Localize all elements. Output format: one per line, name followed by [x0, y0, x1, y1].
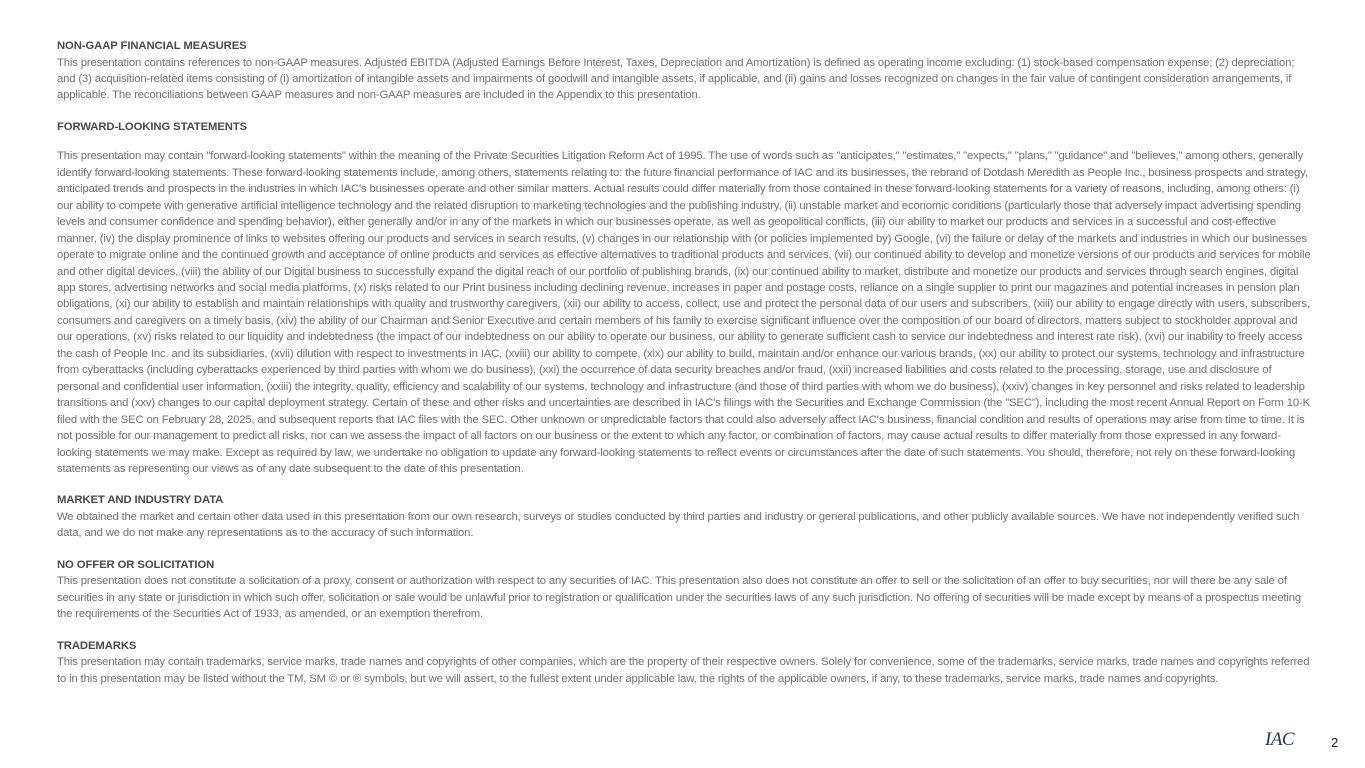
section-heading: NO OFFER OR SOLICITATION	[57, 558, 215, 571]
section-heading: FORWARD-LOOKING STATEMENTS	[57, 120, 248, 133]
section-heading: NON-GAAP FINANCIAL MEASURES	[57, 40, 247, 52]
no-offer-section	[57, 557, 1313, 623]
trademarks-section	[57, 638, 1313, 687]
section-paragraph: This presentation does not constitute a solicitation of a proxy, consent or authorization with respect to any securities of IAC. This presentation also does not constitute an offer to sell or the solicitation of an offer to buy securities, nor will there be any sale of securities in any state or jurisdiction in which such offer, solicitation or sale would be unlawful prior to registration or qualification under the securities laws of any such jurisdiction. No offering of securities will be made except by means of a prospectus meeting the requirements of the Securities Act of 1933, as amended, or an exemption therefrom.	[57, 575, 1301, 621]
section-paragraph: This presentation may contain trademarks, service marks, trade names and copyrights of other companies, which are the property of their respective owners. Solely for convenience, some of the trademarks, service marks, trade names and copyrights referred to in this presentation may be listed without the TM, SM © or ® symbols, but we will assert, to the fullest extent under applicable law, the rights of the applicable owners, if any, to these trademarks, service marks, trade names and copyrights.	[57, 656, 1310, 685]
logo-text: IAC	[1265, 729, 1295, 750]
disclaimer-content	[57, 38, 1313, 702]
non-gaap-section	[57, 38, 1313, 104]
iac-logo	[1265, 729, 1294, 751]
section-paragraph: We obtained the market and certain other data used in this presentation from our own research, surveys or studies conducted by third parties and industry or general publications, and other publicly available sources. We have not independently verified such data, and we do not make any representations as to the accuracy of such information.	[57, 510, 1300, 540]
market-data-section	[57, 492, 1313, 541]
section-heading: MARKET AND INDUSTRY DATA	[57, 494, 224, 507]
section-heading: TRADEMARKS	[57, 639, 137, 652]
forward-looking-section	[57, 119, 1313, 478]
page-number: 2	[1331, 735, 1339, 750]
section-paragraph: This presentation may contain "forward-looking statements" within the meaning of the Private Securities Litigation Reform Act of 1995. The use of words such as "anticipates," "estimates," "expects," "plans," "guidance" and "believes," among others, generally identify forward-looking statements. These forward-looking statements include, among others, statements relating to: the future financial performance of IAC and its businesses, the rebrand of Dotdash Meredith as People Inc., business prospects and strategy, anticipated trends and prospects in the industries in which IAC's businesses operate and other similar matters. Actual results could differ materially from those contained in these forward-looking statements for a variety of reasons, including, among others: (i) our ability to compete with generative artificial intelligence technology and the related disruption to marketing technologies and the publishing industry, (ii) unstable market and economic conditions (particularly those that adversely impact advertising spending levels and consumer confidence and spending behavior), either generally and/or in any of the markets in which our businesses operate, as well as geopolitical conflicts, (iii) our ability to market our products and services in a successful and cost-effective manner, (iv) the display prominence of links to websites offering our products and services in search results, (v) changes in our relationship with (or policies implemented by) Google, (vi) the failure or delay of the markets and industries in which our businesses operate to migrate online and the continued growth and acceptance of online products and services as effective alternatives to traditional products and services, (vii) our continued ability to develop and monetize versions of our products and services for mobile and other digital devices, (viii) the ability of our Digital business to successfully expand the digital reach of our portfolio of publishing brands, (ix) our continued ability to market, distribute and monetize our products and services through search engines, digital app stores, advertising networks and social media platforms, (x) risks related to our Print business including declining revenue, increases in paper and postage costs, reliance on a single supplier to print our magazines and potential increases in pension plan obligations, (xi) our ability to establish and maintain relationships with quality and trustworthy caregivers, (xii) our ability to access, collect, use and protect the personal data of our users and subscribers, (xiii) our ability to engage directly with users, subscribers, consumers and caregivers on a timely basis, (xiv) the ability of our Chairman and Senior Executive and certain members of his family to exercise significant influence over the composition of our board of directors, matters subject to stockholder approval and our operations, (xv) risks related to our liquidity and indebtedness (the impact of our indebtedness on our ability to operate our business, our ability to generate sufficient cash to service our indebtedness and interest rate risk), (xvi) our inability to freely access the cash of People Inc. and its subsidiaries, (xvii) dilution with respect to investments in IAC, (xviii) our ability to compete, (xix) our ability to build, maintain and/or enhance our various brands, (xx) our ability to protect our systems, technology and infrastructure from cyberattacks (including cyberattacks experienced by third parties with whom we do business), (xxi) the occurrence of data security breaches and/or fraud, (xxii) increased liabilities and costs related to the processing, storage, use and disclosure of personal and confidential user information, (xxiii) the integrity, quality, efficiency and scalability of our systems, technology and infrastructure (and those of third parties with whom we do business), (xxiv) changes in key personnel and risks related to leadership transitions and (xxv) changes to our capital deployment strategy. Certain of these and other risks and uncertainties are described in IAC's filings with the Securities and Exchange Commission (the "SEC"), including the most recent Annual Report on Form 10-K filed with the SEC on February 28, 2025, and subsequent reports that IAC files with the SEC. Other unknown or unpredictable factors that could also adversely affect IAC's business, financial condition and results of operations may arise from time to time. It is not possible for our management to predict all risks, nor can we assess the impact of all factors on our business or the extent to which any factor, or combination of factors, may cause actual results to differ materially from those expressed in any forward-looking statements we may make. Except as required by law, we undertake no obligation to update any forward-looking statements to reflect events or circumstances after the date of such statements. You should, therefore, not rely on these forward-looking statements as representing our views as of any date subsequent to the date of this presentation.	[57, 150, 1311, 475]
section-paragraph: This presentation contains references to non-GAAP measures. Adjusted EBITDA (Adjusted Earnings Before Interest, Taxes, Depreciation and Amortization) is defined as operating income excluding: (1) stock-based compensation expense; (2) depreciation; and (3) acquisition-related items consisting of (i) amortization of intangible assets and impairments of goodwill and intangible assets, if applicable, and (ii) gains and losses recognized on changes in the fair value of contingent consideration arrangements, if applicable. The reconciliations between GAAP measures and non-GAAP measures are included in the Appendix to this presentation.	[57, 56, 1295, 102]
